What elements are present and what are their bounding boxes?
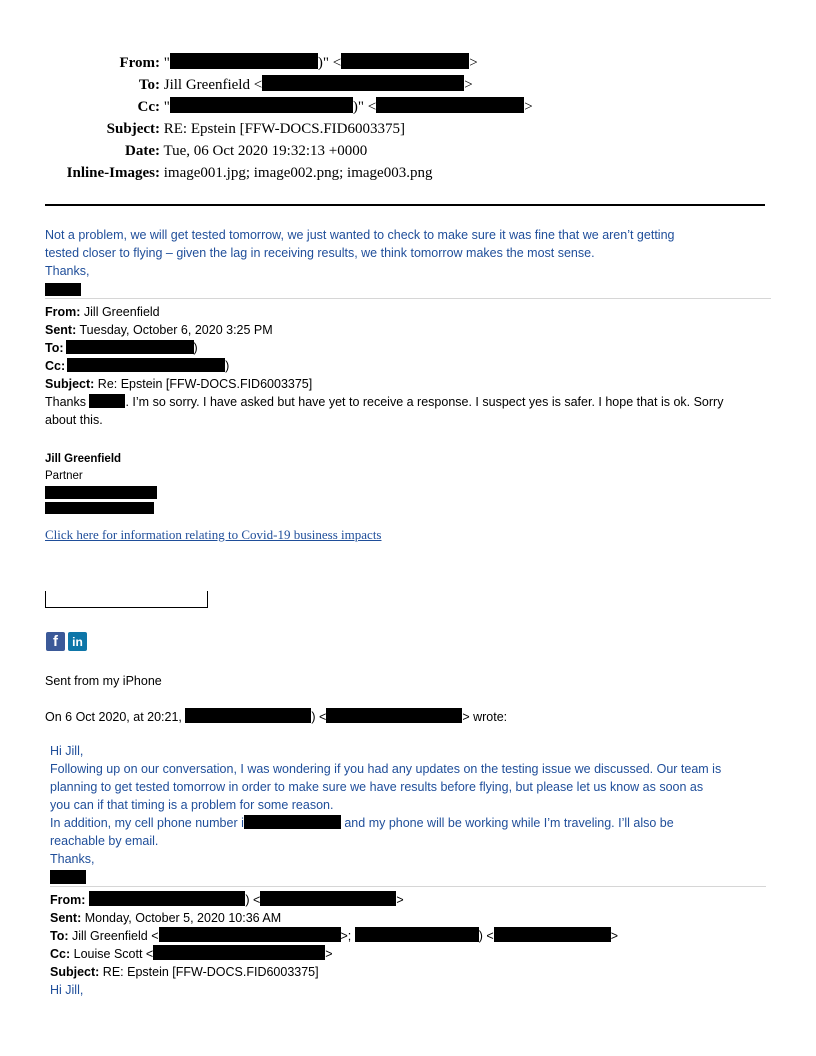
redaction-box <box>326 708 462 723</box>
msg2-body-text: . I’m so sorry. I have asked but have yet to receive a response. I suspect yes is safer. I hope that is ok. Sorry <box>125 395 724 409</box>
msg3-cc-end: > <box>325 947 333 961</box>
image-placeholder-frame <box>45 591 208 608</box>
msg3-cc-label: Cc: <box>50 947 71 961</box>
msg2-body-thanks: Thanks <box>45 395 86 409</box>
header-divider <box>45 204 765 206</box>
redaction-box <box>341 53 469 69</box>
header-to-value: Jill Greenfield < <box>163 77 263 93</box>
msg2-cc-row <box>45 357 229 375</box>
signature-title: Partner <box>45 470 83 482</box>
quote-mark: " <box>163 99 170 115</box>
header-from-row <box>40 53 816 73</box>
msg3-sent-value: Monday, October 5, 2020 10:36 AM <box>84 911 282 925</box>
msg2-to-end: ) <box>193 341 198 355</box>
msg2-body-line: about this. <box>45 413 103 427</box>
header-to-end: > <box>464 77 473 93</box>
signature-name: Jill Greenfield <box>45 453 122 465</box>
msg3-cc-value: Louise Scott < <box>73 947 154 961</box>
redaction-box <box>159 927 341 942</box>
msg3-subject-value: RE: Epstein [FFW-DOCS.FID6003375] <box>102 965 319 979</box>
quoted-line <box>50 814 674 832</box>
msg2-to-row <box>45 339 198 357</box>
quote-mark: " <box>163 55 170 71</box>
header-subject-value: RE: Epstein [FFW-DOCS.FID6003375] <box>163 121 406 137</box>
msg2-from-value: Jill Greenfield <box>83 305 160 319</box>
header-cc-end: > <box>524 99 533 115</box>
linkedin-icon[interactable]: in <box>68 632 87 651</box>
wrote-sep: ) < <box>311 710 327 724</box>
msg2-cc-label: Cc: <box>45 359 66 373</box>
quoted-line: reachable by email. <box>50 834 159 848</box>
wrote-end: > wrote: <box>462 710 508 724</box>
msg2-subject-label: Subject: <box>45 377 95 391</box>
header-date-value: Tue, 06 Oct 2020 19:32:13 +0000 <box>163 143 368 159</box>
redaction-box <box>185 708 311 723</box>
quoted-phone-rest: and my phone will be working while I’m traveling. I’ll also be <box>344 816 674 830</box>
message-separator <box>45 298 771 299</box>
header-images-value: image001.jpg; image002.png; image003.png <box>163 165 433 181</box>
msg2-body-line <box>45 393 723 411</box>
msg2-subject-row <box>45 375 312 393</box>
header-to-label: To: <box>138 77 160 93</box>
msg3-cc-row <box>50 945 333 963</box>
message-separator <box>50 886 766 887</box>
quoted-phone-text: In addition, my cell phone number i <box>50 816 244 830</box>
msg3-from-label: From: <box>50 893 86 907</box>
wrote-date: On 6 Oct 2020, at 20:21, <box>45 710 182 724</box>
header-from-end: > <box>469 55 478 71</box>
quoted-line: Following up on our conversation, I was wondering if you had any updates on the testing issue we discussed. Our team is <box>50 762 722 776</box>
msg2-subject-value: Re: Epstein [FFW-DOCS.FID6003375] <box>97 377 313 391</box>
redaction-box <box>262 75 464 91</box>
redaction-box <box>170 97 353 113</box>
header-subject-row <box>40 119 816 139</box>
redaction-box <box>376 97 524 113</box>
redaction-box <box>45 486 157 499</box>
redaction-box <box>170 53 318 69</box>
msg2-to-label: To: <box>45 341 64 355</box>
quoted-line: planning to get tested tomorrow in order to make sure we have results before flying, but please let us know as soon as <box>50 780 704 794</box>
msg3-greeting: Hi Jill, <box>50 983 84 997</box>
header-from-label: From: <box>119 55 160 71</box>
msg3-subject-label: Subject: <box>50 965 100 979</box>
msg2-from-label: From: <box>45 305 81 319</box>
redaction-box <box>89 394 125 408</box>
redaction-box <box>45 283 81 296</box>
msg2-sent-value: Tuesday, October 6, 2020 3:25 PM <box>79 323 273 337</box>
redaction-box <box>50 870 86 884</box>
msg3-sent-row <box>50 909 281 927</box>
header-cc-sep: )" < <box>352 99 377 115</box>
header-cc-row <box>40 97 816 117</box>
redaction-box <box>89 891 245 906</box>
msg3-from-sep: ) < <box>245 893 261 907</box>
redaction-box <box>66 340 194 354</box>
msg2-from-row <box>45 303 160 321</box>
header-cc-label: Cc: <box>137 99 160 115</box>
msg2-sent-label: Sent: <box>45 323 77 337</box>
redaction-box <box>494 927 611 942</box>
msg3-from-end: > <box>396 893 404 907</box>
redaction-box <box>260 891 396 906</box>
quoted-thanks: Thanks, <box>50 852 95 866</box>
redaction-box <box>67 358 225 372</box>
redaction-box <box>244 815 341 829</box>
quoted-line: you can if that timing is a problem for some reason. <box>50 798 334 812</box>
msg3-to-sep: >; <box>340 929 352 943</box>
msg3-sent-label: Sent: <box>50 911 82 925</box>
msg3-to-end: > <box>610 929 619 943</box>
reply-thanks: Thanks, <box>45 264 90 278</box>
covid-info-link[interactable]: Click here for information relating to Covid-19 business impacts <box>45 527 382 542</box>
header-images-row <box>40 163 816 183</box>
header-from-sep: )" < <box>317 55 342 71</box>
covid-link-row <box>45 526 382 544</box>
msg2-sent-row <box>45 321 273 339</box>
header-to-row <box>40 75 816 95</box>
reply-line: Not a problem, we will get tested tomorrow, we just wanted to check to make sure it was fine that we aren’t getting <box>45 228 675 242</box>
msg2-cc-end: ) <box>225 359 230 373</box>
redaction-box <box>45 502 154 514</box>
msg3-to-row <box>50 927 618 945</box>
facebook-icon[interactable]: f <box>46 632 65 651</box>
header-images-label: Inline-Images: <box>66 165 160 181</box>
msg3-to-value: Jill Greenfield < <box>72 929 159 943</box>
msg3-to-sep2: ) < <box>478 929 494 943</box>
reply-line: tested closer to flying – given the lag in receiving results, we think tomorrow makes the most sense. <box>45 246 595 260</box>
msg3-to-label: To: <box>50 929 69 943</box>
wrote-line <box>45 708 507 726</box>
quoted-greeting: Hi Jill, <box>50 744 84 758</box>
msg3-subject-row <box>50 963 319 981</box>
msg3-from-row <box>50 891 404 909</box>
sent-from-iphone: Sent from my iPhone <box>45 674 162 688</box>
header-subject-label: Subject: <box>106 121 160 137</box>
header-date-label: Date: <box>125 143 160 159</box>
redaction-box <box>153 945 325 960</box>
header-date-row <box>40 141 816 161</box>
redaction-box <box>355 927 479 942</box>
